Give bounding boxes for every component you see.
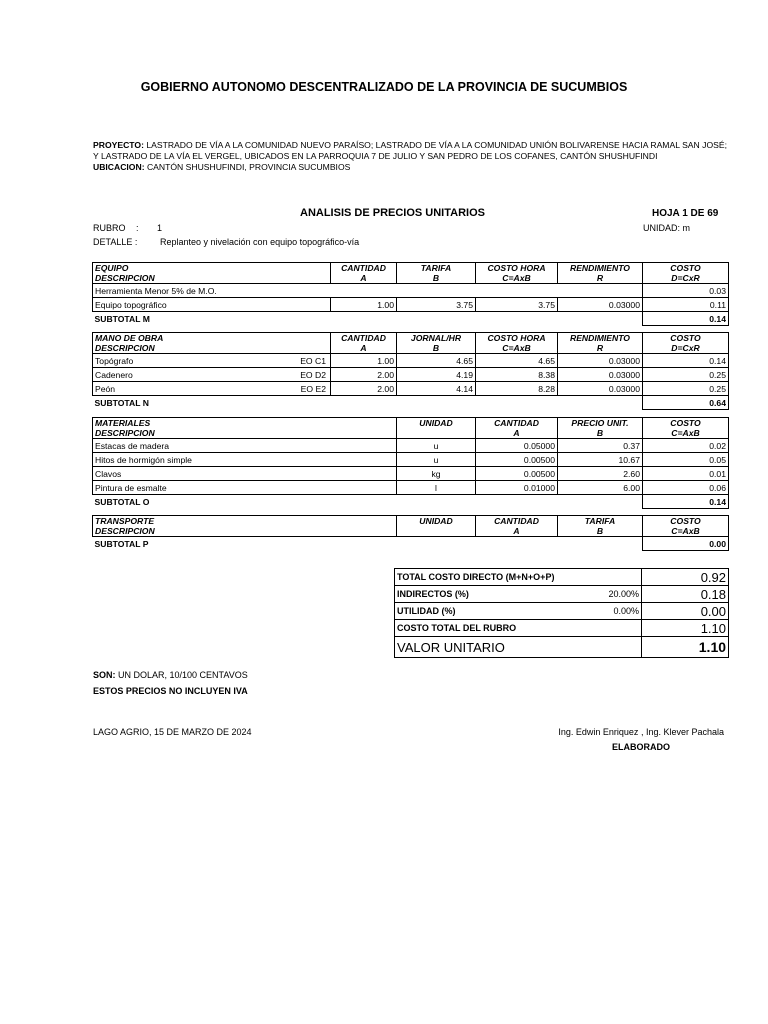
mano-obra-subtotal-row bbox=[93, 396, 729, 410]
materiales-header-desc: MATERIALES DESCRIPCION bbox=[93, 418, 397, 439]
transporte-header-tarifa: TARIFA B bbox=[558, 516, 643, 537]
materiales-row-precio: 6.00 bbox=[558, 481, 643, 495]
equipo-row-costo: 0.11 bbox=[643, 298, 729, 312]
materiales-row-cantidad: 0.05000 bbox=[476, 439, 558, 453]
mano-obra-row-costo: 0.14 bbox=[643, 354, 729, 368]
transporte-header-costo: COSTO C=AxB bbox=[643, 516, 729, 537]
transporte-header-desc: TRANSPORTE DESCRIPCION bbox=[93, 516, 397, 537]
costo-total-value: 1.10 bbox=[642, 620, 729, 637]
transporte-subtotal-row bbox=[93, 537, 729, 551]
transporte-header-cantidad: CANTIDAD A bbox=[476, 516, 558, 537]
mano-obra-header-costo: COSTO D=CxR bbox=[643, 333, 729, 354]
mano-obra-row-desc: Cadenero EO D2 bbox=[93, 368, 331, 382]
materiales-row-cantidad: 0.00500 bbox=[476, 453, 558, 467]
materiales-row-costo: 0.01 bbox=[643, 467, 729, 481]
mano-obra-row-cantidad: 1.00 bbox=[331, 354, 397, 368]
utilidad-row bbox=[395, 603, 729, 620]
utilidad-percent: 0.00% bbox=[535, 603, 642, 620]
materiales-row-costo: 0.05 bbox=[643, 453, 729, 467]
equipo-subtotal-label: SUBTOTAL M bbox=[94, 313, 150, 324]
equipo-header-costo-hora: COSTO HORA C=AxB bbox=[476, 263, 558, 284]
mano-obra-row-jornal: 4.65 bbox=[397, 354, 476, 368]
equipo-row-desc: Herramienta Menor 5% de M.O. bbox=[93, 284, 643, 298]
total-directo-label: TOTAL COSTO DIRECTO (M+N+O+P) bbox=[395, 569, 642, 586]
equipo-header-tarifa: TARIFA B bbox=[397, 263, 476, 284]
indirectos-row bbox=[395, 586, 729, 603]
mano-obra-row-desc: Peón EO E2 bbox=[93, 382, 331, 396]
mano-obra-row-cat: EO D2 bbox=[300, 369, 326, 380]
mano-obra-header-cantidad: CANTIDAD A bbox=[331, 333, 397, 354]
indirectos-percent: 20.00% bbox=[535, 586, 642, 603]
mano-obra-subtotal-value: 0.64 bbox=[643, 396, 729, 410]
rubro-label: RUBRO bbox=[93, 223, 126, 233]
son-text: UN DOLAR, 10/100 CENTAVOS bbox=[118, 670, 248, 680]
table-row bbox=[93, 439, 729, 453]
transporte-subtotal-value: 0.00 bbox=[643, 537, 729, 551]
materiales-row-desc: Clavos bbox=[93, 467, 397, 481]
rubro-value: 1 bbox=[157, 223, 163, 233]
valor-unitario-value: 1.10 bbox=[642, 637, 729, 658]
equipo-header bbox=[93, 263, 729, 284]
total-directo-row bbox=[395, 569, 729, 586]
equipo-row-tarifa: 3.75 bbox=[397, 298, 476, 312]
materiales-table bbox=[92, 417, 729, 509]
transporte-table bbox=[92, 515, 729, 551]
table-row bbox=[93, 481, 729, 495]
materiales-subtotal-label: SUBTOTAL O bbox=[94, 496, 150, 507]
materiales-header-precio: PRECIO UNIT. B bbox=[558, 418, 643, 439]
indirectos-label: INDIRECTOS (%) bbox=[395, 586, 535, 603]
mano-obra-header-rendimiento: RENDIMIENTO R bbox=[558, 333, 643, 354]
mano-obra-row-rendimiento: 0.03000 bbox=[558, 354, 643, 368]
equipo-subtotal-value: 0.14 bbox=[643, 312, 729, 326]
materiales-header-unidad: UNIDAD bbox=[397, 418, 476, 439]
mano-obra-header bbox=[93, 333, 729, 354]
materiales-header-cantidad: CANTIDAD A bbox=[476, 418, 558, 439]
transporte-header-unidad: UNIDAD bbox=[397, 516, 476, 537]
materiales-subtotal-value: 0.14 bbox=[643, 495, 729, 509]
equipo-table bbox=[92, 262, 729, 326]
materiales-row-cantidad: 0.00500 bbox=[476, 467, 558, 481]
mano-obra-row-cantidad: 2.00 bbox=[331, 382, 397, 396]
materiales-row-desc: Estacas de madera bbox=[93, 439, 397, 453]
equipo-header-cantidad: CANTIDAD A bbox=[331, 263, 397, 284]
materiales-row-unidad: l bbox=[397, 481, 476, 495]
total-directo-value: 0.92 bbox=[642, 569, 729, 586]
materiales-row-unidad: kg bbox=[397, 467, 476, 481]
equipo-row-cantidad: 1.00 bbox=[331, 298, 397, 312]
costo-total-row bbox=[395, 620, 729, 637]
mano-obra-row-desc: Topógrafo EO C1 bbox=[93, 354, 331, 368]
mano-obra-table bbox=[92, 332, 729, 410]
materiales-row-costo: 0.02 bbox=[643, 439, 729, 453]
materiales-row-costo: 0.06 bbox=[643, 481, 729, 495]
equipo-row-desc: Equipo topográfico bbox=[93, 298, 331, 312]
mano-obra-row-costo-hora: 4.65 bbox=[476, 354, 558, 368]
equipo-row-rendimiento: 0.03000 bbox=[558, 298, 643, 312]
costo-total-label: COSTO TOTAL DEL RUBRO bbox=[395, 620, 642, 637]
equipo-subtotal-row bbox=[93, 312, 729, 326]
mano-obra-row-costo: 0.25 bbox=[643, 368, 729, 382]
signers: Ing. Edwin Enriquez , Ing. Klever Pachala bbox=[558, 727, 724, 737]
mano-obra-row-rendimiento: 0.03000 bbox=[558, 382, 643, 396]
equipo-header-desc: EQUIPO DESCRIPCION bbox=[93, 263, 331, 284]
unidad-label: UNIDAD: m bbox=[643, 223, 690, 233]
totals-table bbox=[394, 568, 729, 658]
utilidad-value: 0.00 bbox=[642, 603, 729, 620]
mano-obra-row-jornal: 4.14 bbox=[397, 382, 476, 396]
project-info bbox=[93, 140, 727, 173]
equipo-header-rendimiento: RENDIMIENTO R bbox=[558, 263, 643, 284]
table-row bbox=[93, 298, 729, 312]
materiales-header-costo: COSTO C=AxB bbox=[643, 418, 729, 439]
analysis-title: ANALISIS DE PRECIOS UNITARIOS bbox=[300, 207, 485, 219]
materiales-row-unidad: u bbox=[397, 439, 476, 453]
transporte-header bbox=[93, 516, 729, 537]
mano-obra-row-costo: 0.25 bbox=[643, 382, 729, 396]
mano-obra-row-costo-hora: 8.38 bbox=[476, 368, 558, 382]
materiales-row-cantidad: 0.01000 bbox=[476, 481, 558, 495]
mano-obra-row-costo-hora: 8.28 bbox=[476, 382, 558, 396]
transporte-subtotal-label: SUBTOTAL P bbox=[94, 538, 149, 549]
indirectos-value: 0.18 bbox=[642, 586, 729, 603]
materiales-row-unidad: u bbox=[397, 453, 476, 467]
mano-obra-row-rendimiento: 0.03000 bbox=[558, 368, 643, 382]
mano-obra-row-cat: EO C1 bbox=[300, 355, 326, 366]
equipo-row-costo-hora: 3.75 bbox=[476, 298, 558, 312]
equipo-header-costo: COSTO D=CxR bbox=[643, 263, 729, 284]
proyecto-text: LASTRADO DE VÍA A LA COMUNIDAD NUEVO PARAÍSO; LASTRADO DE VÍA A LA COMUNIDAD UNIÓN BOLIVARENSE HACIA RAMAL SAN JOSÉ; Y LASTRADO DE LA VÍA EL VERGEL, UBICADOS EN LA PARROQUIA 7 DE JULIO Y SAN PEDRO DE LOS COFANES, CANTÓN SHUSHUFINDI bbox=[93, 140, 727, 161]
valor-unitario-label: VALOR UNITARIO bbox=[395, 637, 642, 658]
mano-obra-header-costo-hora: COSTO HORA C=AxB bbox=[476, 333, 558, 354]
mano-obra-row-jornal: 4.19 bbox=[397, 368, 476, 382]
utilidad-label: UTILIDAD (%) bbox=[395, 603, 535, 620]
ubicacion-text: CANTÓN SHUSHUFINDI, PROVINCIA SUCUMBIOS bbox=[146, 162, 351, 172]
document-title: GOBIERNO AUTONOMO DESCENTRALIZADO DE LA PROVINCIA DE SUCUMBIOS bbox=[140, 80, 628, 94]
sheet-number: HOJA 1 DE 69 bbox=[652, 208, 719, 219]
son-label: SON: bbox=[93, 670, 116, 680]
son-line bbox=[93, 670, 248, 680]
table-row bbox=[93, 467, 729, 481]
mano-obra-row-cantidad: 2.00 bbox=[331, 368, 397, 382]
equipo-row-costo: 0.03 bbox=[643, 284, 729, 298]
materiales-row-precio: 0.37 bbox=[558, 439, 643, 453]
ubicacion-line bbox=[93, 162, 727, 173]
ubicacion-label: UBICACION: bbox=[93, 162, 145, 172]
table-row bbox=[93, 354, 729, 368]
rubro-separator: : bbox=[136, 223, 139, 233]
table-row bbox=[93, 453, 729, 467]
proyecto-label: PROYECTO: bbox=[93, 140, 144, 150]
detalle-value: Replanteo y nivelación con equipo topográfico-vía bbox=[160, 237, 360, 247]
materiales-header bbox=[93, 418, 729, 439]
materiales-row-desc: Hitos de hormigón simple bbox=[93, 453, 397, 467]
iva-note: ESTOS PRECIOS NO INCLUYEN IVA bbox=[93, 686, 248, 696]
materiales-row-precio: 10.67 bbox=[558, 453, 643, 467]
table-row bbox=[93, 382, 729, 396]
materiales-row-desc: Pintura de esmalte bbox=[93, 481, 397, 495]
mano-obra-header-desc: MANO DE OBRA DESCRIPCION bbox=[93, 333, 331, 354]
detalle-label: DETALLE : bbox=[93, 237, 138, 247]
materiales-row-precio: 2.60 bbox=[558, 467, 643, 481]
mano-obra-subtotal-label: SUBTOTAL N bbox=[94, 397, 149, 408]
valor-unitario-row bbox=[395, 637, 729, 658]
table-row bbox=[93, 284, 729, 298]
materiales-subtotal-row bbox=[93, 495, 729, 509]
mano-obra-header-jornal: JORNAL/HR B bbox=[397, 333, 476, 354]
elaborado-label: ELABORADO bbox=[612, 742, 670, 752]
table-row bbox=[93, 368, 729, 382]
mano-obra-row-cat: EO E2 bbox=[300, 383, 326, 394]
place-date: LAGO AGRIO, 15 DE MARZO DE 2024 bbox=[93, 727, 252, 737]
proyecto-line bbox=[93, 140, 727, 162]
